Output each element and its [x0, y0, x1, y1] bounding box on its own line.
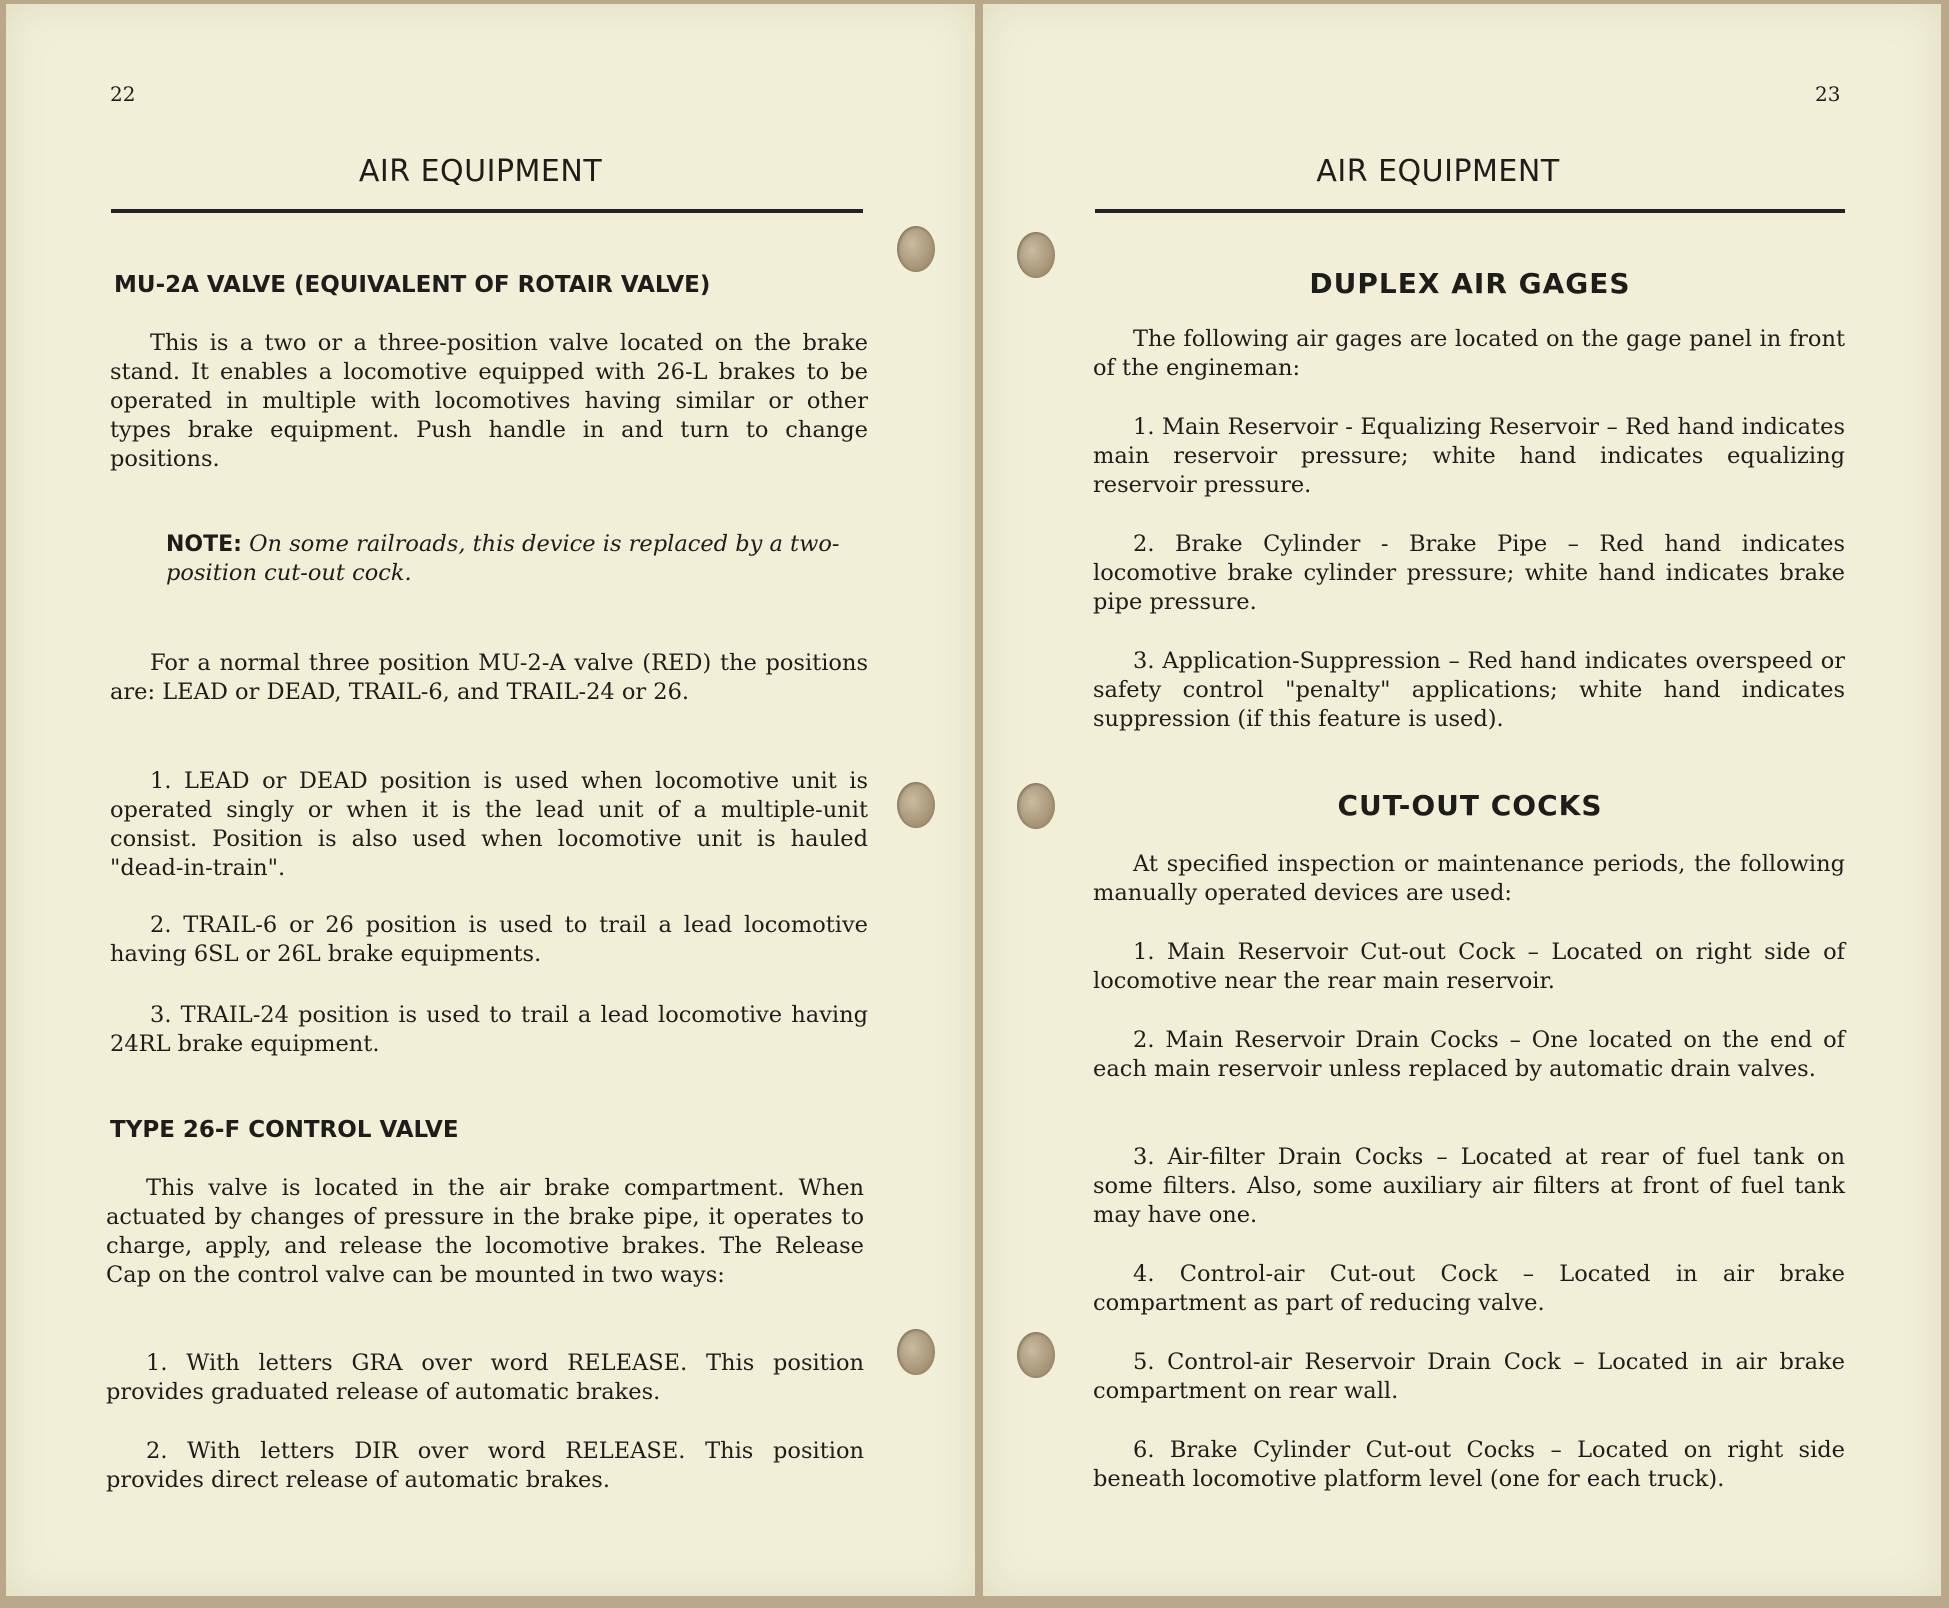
list-item: 5. Control-air Reservoir Drain Cock – Located in air brake compartment on rear wall.: [1093, 1349, 1845, 1404]
section-heading-gages: DUPLEX AIR GAGES: [1309, 267, 1631, 300]
page-number: 22: [110, 82, 136, 106]
binder-hole: [1017, 1332, 1055, 1378]
list-item: 6. Brake Cylinder Cut-out Cocks – Located on right side beneath locomotive platform level (one for each truck).: [1093, 1437, 1845, 1492]
right-page: [983, 4, 1941, 1596]
header-rule: [111, 209, 863, 213]
list-item: 4. Control-air Cut-out Cock – Located in air brake compartment as part of reducing valve.: [1093, 1261, 1845, 1316]
note-label: NOTE:: [166, 532, 242, 557]
binder-hole: [897, 226, 935, 272]
list-item: 1. Main Reservoir - Equalizing Reservoir – Red hand indicates main reservoir pressure; white hand indicates equalizing reservoir pressure.: [1093, 414, 1845, 498]
list-item: 3. TRAIL-24 position is used to trail a lead locomotive having 24RL brake equipment.: [110, 1002, 868, 1057]
running-head: AIR EQUIPMENT: [1316, 154, 1560, 189]
paragraph: For a normal three position MU-2-A valve (RED) the positions are: LEAD or DEAD, TRAIL-6, and TRAIL-24 or 26.: [110, 650, 868, 705]
note: [166, 530, 846, 588]
paragraph: At specified inspection or maintenance periods, the following manually operated devices are used:: [1093, 851, 1845, 906]
binder-hole: [897, 1329, 935, 1375]
section-heading-cocks: CUT-OUT COCKS: [1337, 789, 1603, 822]
list-item: 2. Brake Cylinder - Brake Pipe – Red hand indicates locomotive brake cylinder pressure; white hand indicates brake pipe pressure.: [1093, 531, 1845, 615]
page-number: 23: [1815, 82, 1841, 106]
list-item: 1. With letters GRA over word RELEASE. This position provides graduated release of automatic brakes.: [106, 1350, 864, 1405]
header-rule: [1095, 209, 1845, 213]
binder-hole: [897, 782, 935, 828]
section-heading-mu2a: MU-2A VALVE (EQUIVALENT OF ROTAIR VALVE): [114, 272, 711, 298]
paragraph: The following air gages are located on the gage panel in front of the engineman:: [1093, 326, 1845, 381]
binder-hole: [1017, 232, 1055, 278]
list-item: 2. Main Reservoir Drain Cocks – One located on the end of each main reservoir unless replaced by automatic drain valves.: [1093, 1027, 1845, 1082]
left-page: [6, 4, 975, 1596]
paragraph: This valve is located in the air brake compartment. When actuated by changes of pressure in the brake pipe, it operates to charge, apply, and release the locomotive brakes. The Release Cap on the control valve can be mounted in two ways:: [106, 1175, 864, 1288]
list-item: 2. With letters DIR over word RELEASE. This position provides direct release of automatic brakes.: [106, 1438, 864, 1493]
list-item: 1. LEAD or DEAD position is used when locomotive unit is operated singly or when it is the lead unit of a multiple-unit consist. Position is also used when locomotive unit is hauled "dead-in-train".: [110, 768, 868, 881]
running-head: AIR EQUIPMENT: [358, 154, 603, 189]
binder-hole: [1017, 783, 1055, 829]
list-item: 1. Main Reservoir Cut-out Cock – Located on right side of locomotive near the rear main reservoir.: [1093, 939, 1845, 994]
list-item: 3. Air-filter Drain Cocks – Located at rear of fuel tank on some filters. Also, some auxiliary air filters at front of fuel tank may have one.: [1093, 1144, 1845, 1228]
list-item: 2. TRAIL-6 or 26 position is used to trail a lead locomotive having 6SL or 26L brake equipments.: [110, 912, 868, 967]
paragraph: This is a two or a three-position valve located on the brake stand. It enables a locomotive equipped with 26-L brakes to be operated in multiple with locomotives having similar or other types brake equipment. Push handle in and turn to change positions.: [110, 330, 868, 472]
section-heading-26f: TYPE 26-F CONTROL VALVE: [110, 1117, 459, 1143]
note-text: On some railroads, this device is replaced by a two-position cut-out cock.: [166, 531, 840, 586]
list-item: 3. Application-Suppression – Red hand indicates overspeed or safety control "penalty" applications; white hand indicates suppression (if this feature is used).: [1093, 648, 1845, 732]
